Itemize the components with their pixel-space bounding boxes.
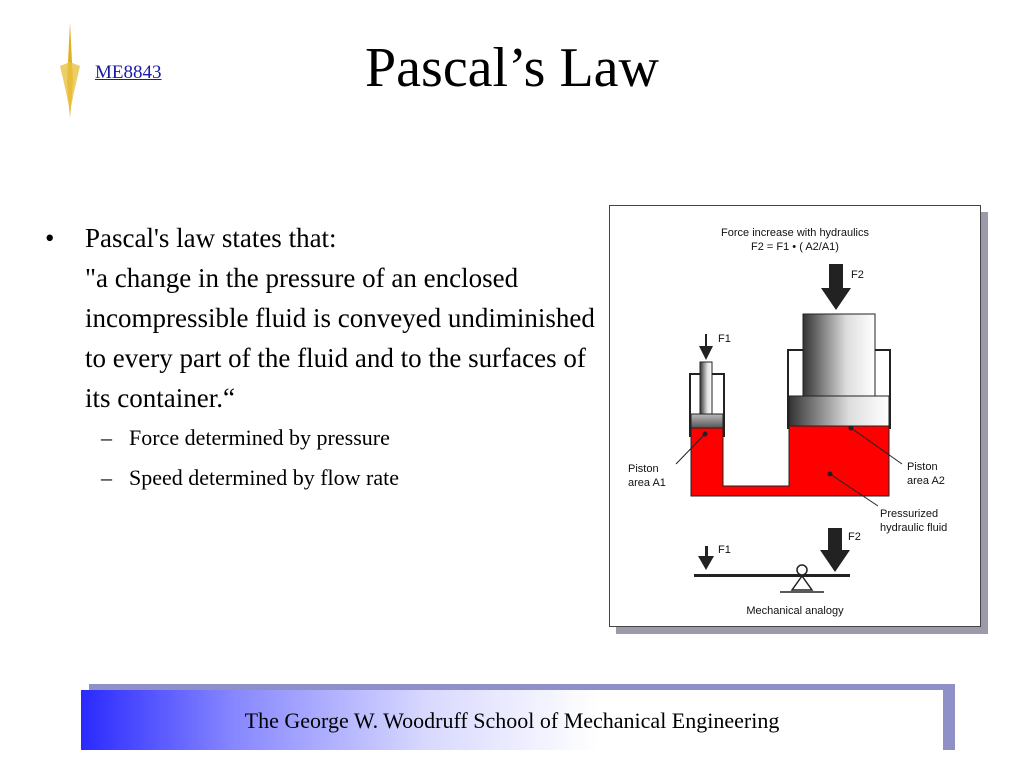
large-piston-rod [803, 314, 875, 398]
piston-a2-label-line1: Piston [907, 461, 938, 473]
f1-arrow-shaft [705, 334, 707, 348]
bullet-quote: "a change in the pressure of an enclosed incompressible fluid is conveyed undiminished to every part of the fluid and to the surfaces of its container.“ [85, 263, 595, 413]
slide-body [45, 218, 605, 498]
piston-a1-label-line2: area A1 [628, 477, 666, 489]
school-logo-icon [58, 22, 82, 118]
sub-bullet-item [45, 458, 605, 498]
analogy-f1-arrow-icon [698, 556, 714, 570]
hydraulics-diagram [610, 206, 980, 626]
small-piston-rod [700, 362, 712, 414]
sub-bullet-text: Speed determined by flow rate [129, 465, 400, 490]
f2-arrow-icon [821, 264, 851, 310]
lever-beam [694, 574, 850, 577]
footer-bar [81, 690, 943, 750]
small-piston [691, 414, 723, 428]
sub-bullet-dash: – [101, 425, 112, 450]
large-piston [789, 396, 889, 426]
analogy-f2-arrow-icon [820, 528, 850, 572]
hydraulics-figure [609, 205, 981, 627]
figure-heading-line2: F2 = F1 • ( A2/A1) [751, 241, 839, 253]
piston-a1-label-line1: Piston [628, 463, 659, 475]
sub-bullet-item [45, 418, 605, 458]
bullet-mark: • [45, 223, 55, 253]
fluid-label-line1: Pressurized [880, 508, 939, 520]
sub-bullet-dash: – [101, 465, 112, 490]
figure-heading-line1: Force increase with hydraulics [721, 227, 869, 239]
fluid-label-line2: hydraulic fluid [880, 522, 948, 534]
sub-bullet-text: Force determined by pressure [129, 425, 390, 450]
analogy-label-f2: F2 [848, 531, 861, 543]
fulcrum-pivot [797, 565, 807, 575]
analogy-caption: Mechanical analogy [746, 605, 844, 617]
f1-arrow-icon [699, 346, 713, 360]
bullet-lead: Pascal's law states that: [85, 223, 337, 253]
footer-text: The George W. Woodruff School of Mechanical Engineering [244, 708, 780, 733]
label-f1: F1 [718, 333, 731, 345]
slide-title: Pascal’s Law [365, 37, 659, 99]
fulcrum-icon [792, 576, 812, 590]
label-f2: F2 [851, 269, 864, 281]
hydraulic-fluid [691, 426, 889, 496]
analogy-label-f1: F1 [718, 544, 731, 556]
course-code: ME8843 [95, 62, 162, 83]
bullet-item [45, 218, 605, 418]
piston-a2-label-line2: area A2 [907, 475, 945, 487]
